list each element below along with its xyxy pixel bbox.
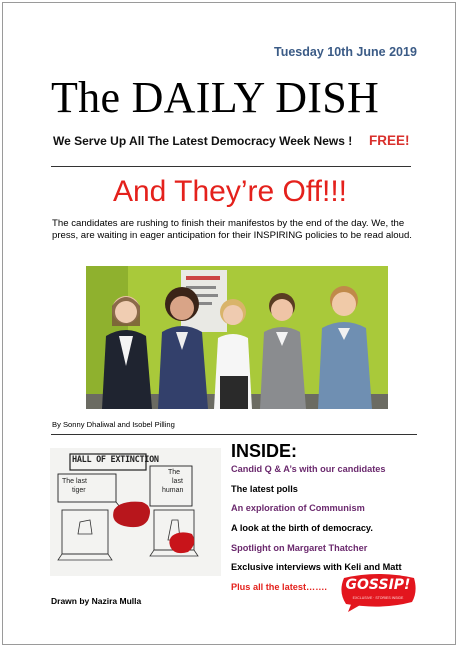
issue-date: Tuesday 10th June 2019 [274,45,417,59]
masthead-title: The DAILY DISH [51,73,380,122]
free-label: FREE! [369,133,410,148]
inside-item: An exploration of Communism [231,503,365,514]
photo-byline: By Sonny Dhaliwal and Isobel Pilling [52,420,175,429]
sign-left-line-1: The last [62,478,87,485]
lead-paragraph: The candidates are rushing to finish their manifestos by the end of the day. We, the press, are waiting in eager anticipation for their INSPIRING policies to be read aloud. [52,218,412,242]
sign-right-line-1: The [168,469,181,476]
gossip-small-text: EXCLUSIVE · STORIES INSIDE [352,596,404,600]
sign-left-line-2: tiger [72,487,86,494]
tagline: We Serve Up All The Latest Democracy Week News ! [53,134,353,148]
inside-item: Exclusive interviews with Keli and Matt [231,562,402,573]
headline: And They’re Off!!! [112,175,347,208]
section-divider [51,434,417,435]
gossip-word: GOSSIP! [345,577,411,593]
hall-of-extinction-drawing [50,448,221,576]
drawing-title: HALL OF EXTINCTION [72,455,159,465]
sign-right-line-2: last [172,478,183,485]
inside-item: Spotlight on Margaret Thatcher [231,542,368,553]
inside-heading: INSIDE: [231,441,298,461]
masthead-divider [51,166,411,167]
sign-right-line-3: human [162,487,184,494]
drawing-credit: Drawn by Nazira Mulla [51,596,142,606]
inside-item: Candid Q & A’s with our candidates [231,464,386,474]
inside-item: Plus all the latest……. [231,582,327,593]
candidates-photo [86,266,388,409]
inside-item: The latest polls [231,483,298,494]
inside-item: A look at the birth of democracy. [231,523,373,534]
gossip-badge [338,572,418,612]
